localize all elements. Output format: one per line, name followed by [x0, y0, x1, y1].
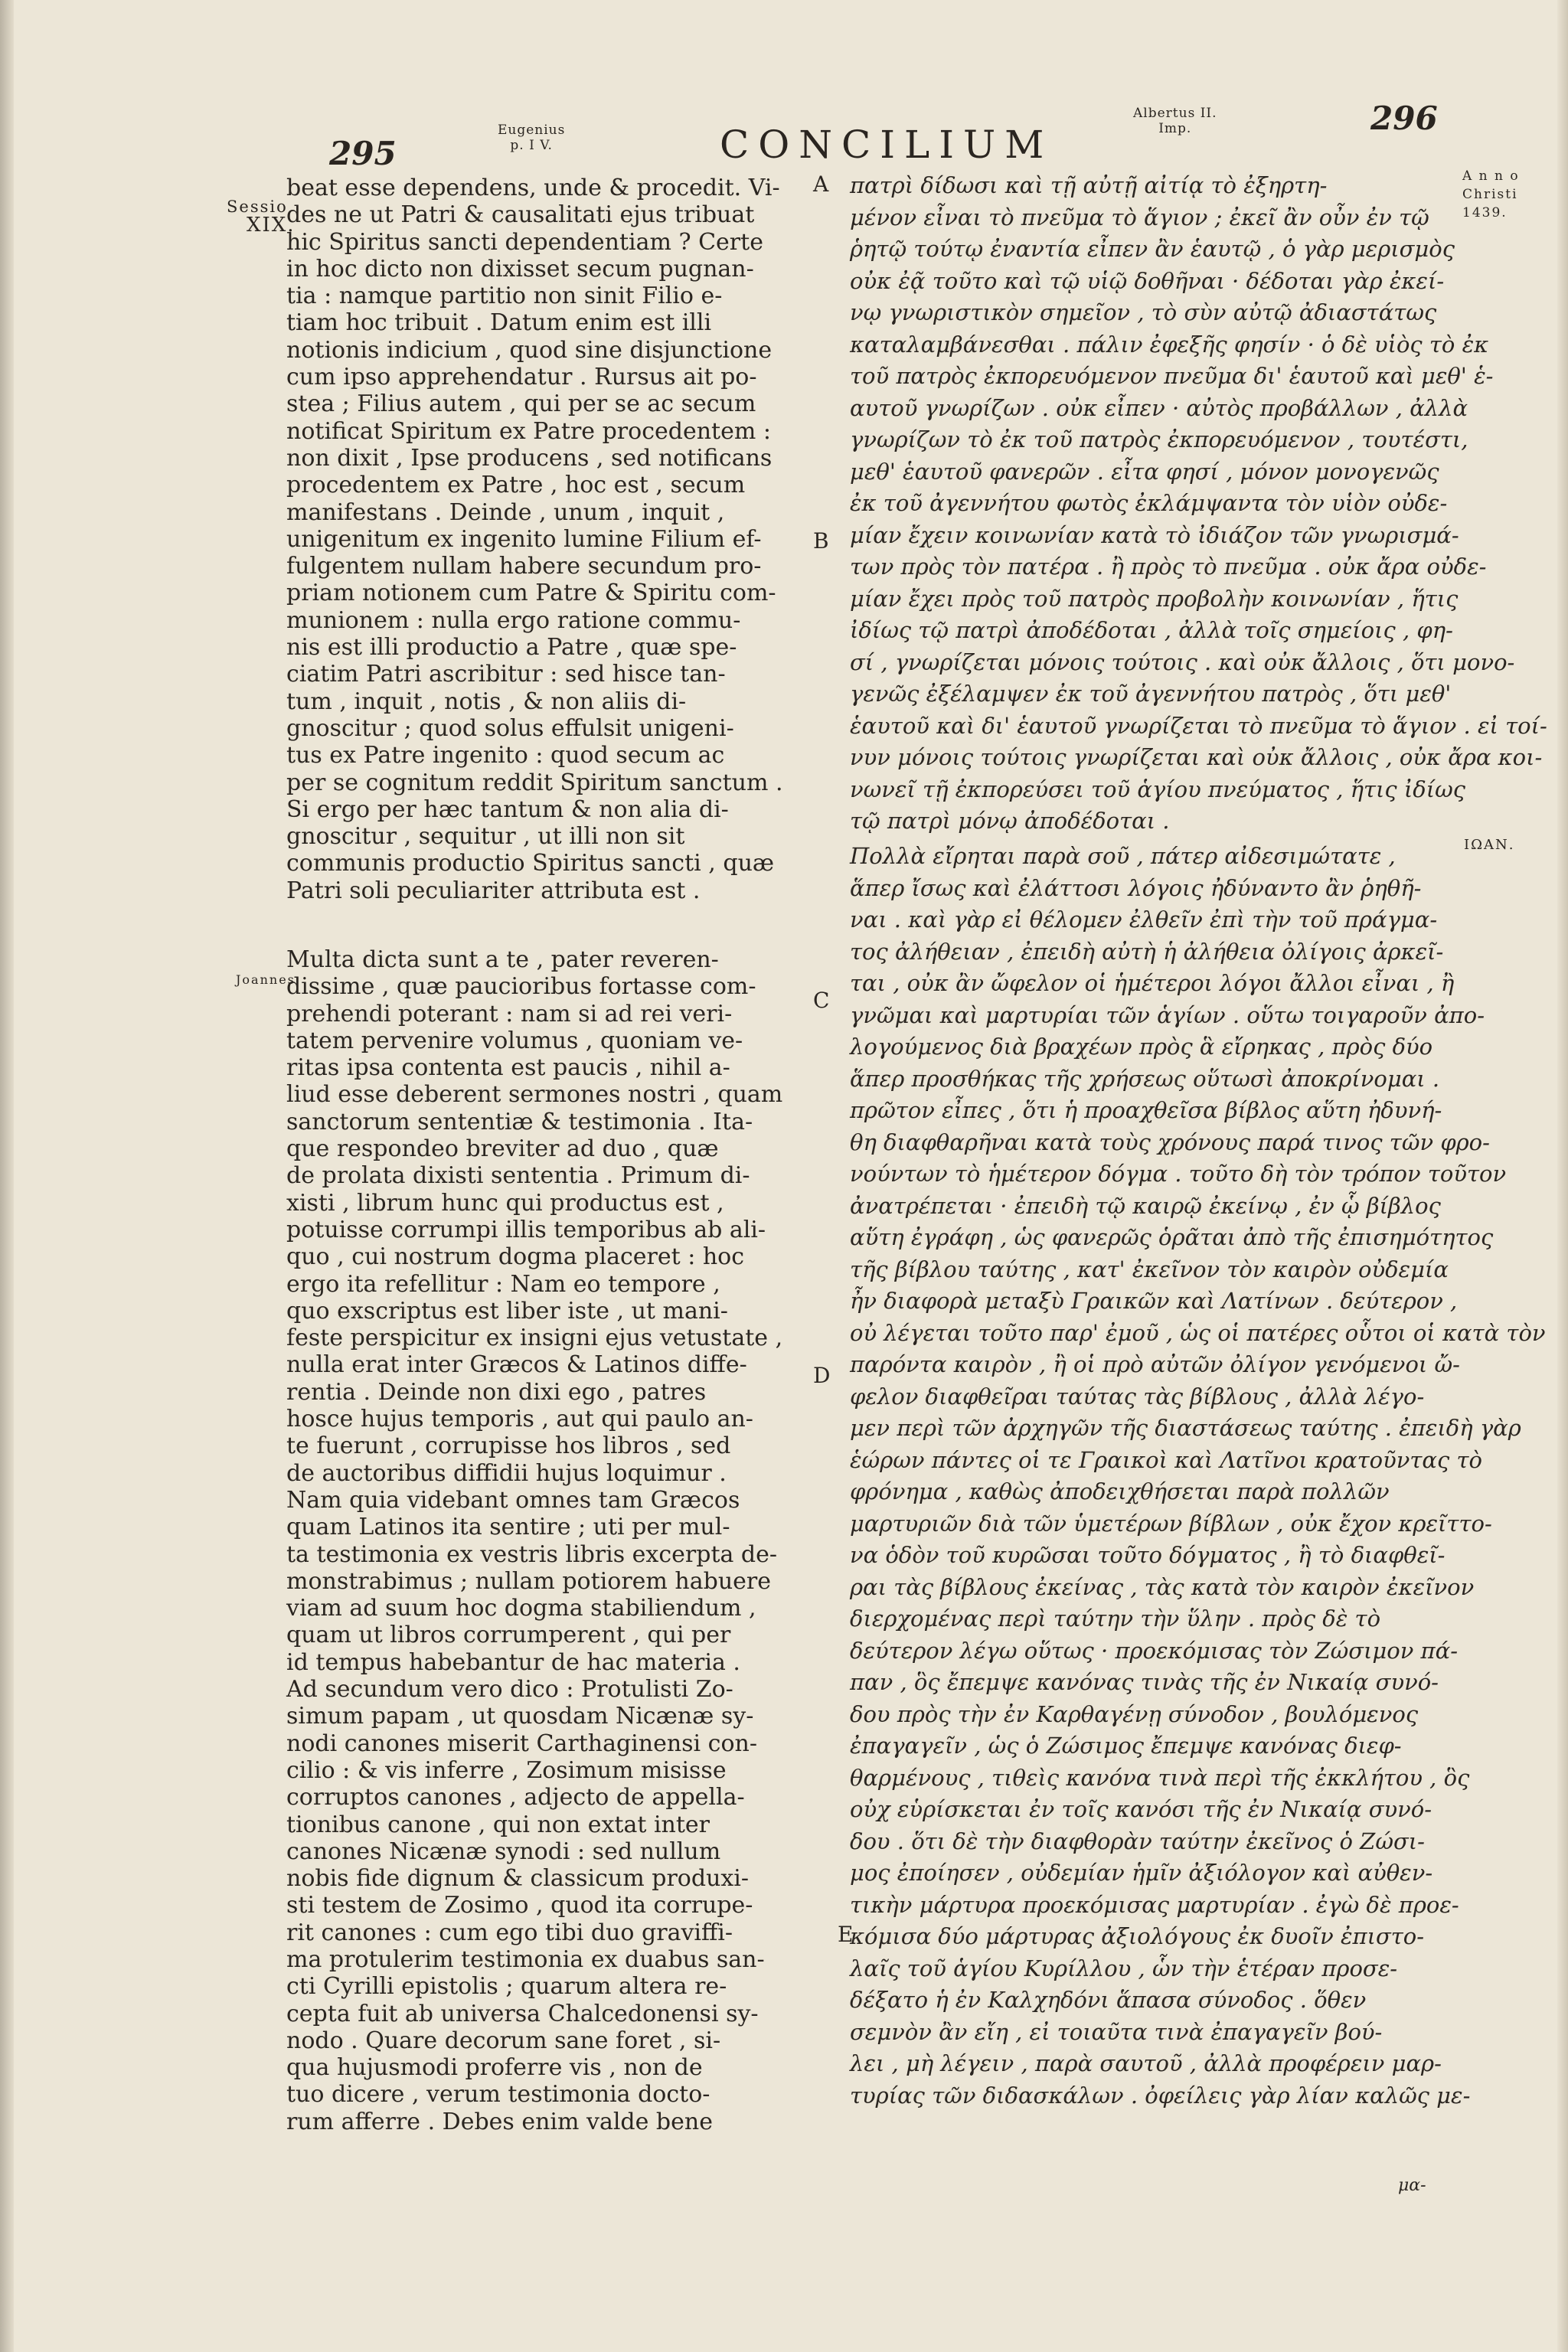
text-line: να ὁδὸν τοῦ κυρῶσαι τοῦτο δόγματος , ἢ τὸ διαφθεῖ-	[850, 1542, 1446, 1568]
text-line: de auctoribus diffidii hujus loquimur .	[286, 1459, 727, 1487]
text-line: quo exscriptus est liber iste , ut mani-	[286, 1297, 728, 1325]
text-line: de prolata dixisti sententia . Primum di-	[286, 1162, 750, 1190]
text-line: τος ἀλήθειαν , ἐπειδὴ αὐτὴ ἡ ἀλήθεια ὀλίγοις ἀρκεῖ-	[850, 938, 1444, 965]
text-line: canones Nicænæ synodi : sed nullum	[286, 1838, 721, 1865]
text-line: non dixit , Ipse producens , sed notificans	[286, 444, 773, 472]
text-line: Multa dicta sunt a te , pater reveren-	[286, 946, 719, 973]
right-page-number: 296	[1370, 100, 1438, 137]
section-letter: D	[813, 1363, 831, 1388]
text-line: ῥητῷ τούτῳ ἐναντία εἶπεν ἂν ἑαυτῷ , ὁ γὰρ μερισμὸς	[850, 236, 1455, 262]
text-line: μεθ' ἑαυτοῦ φανερῶν . εἶτα φησί , μόνον μονογενῶς	[850, 458, 1439, 485]
text-line: σεμνὸν ἂν εἴη , εἰ τοιαῦτα τινὰ ἐπαγαγεῖν βού-	[850, 2018, 1383, 2045]
text-line: ται , οὐκ ἂν ὤφελον οἱ ἡμέτεροι λόγοι ἄλλοι εἶναι , ἢ	[850, 970, 1455, 996]
text-line: potuisse corrumpi illis temporibus ab ali-	[286, 1216, 766, 1243]
text-line: beat esse dependens, unde & procedit. Vi-	[286, 175, 780, 201]
text-line: id tempus habebantur de hac materia .	[286, 1648, 740, 1676]
text-line: τικὴν μάρτυρα προεκόμισας μαρτυρίαν . ἐγὼ δὲ προε-	[850, 1891, 1459, 1918]
text-line: priam notionem cum Patre & Spiritu com-	[286, 580, 776, 607]
text-line: ραι τὰς βίβλους ἐκείνας , τὰς κατὰ τὸν καιρὸν ἐκεῖνον	[850, 1573, 1475, 1600]
text-line: tum , inquit , notis , & non aliis di-	[286, 688, 687, 715]
text-line: tuo dicere , verum testimonia docto-	[286, 2081, 710, 2109]
section-letter: B	[813, 528, 829, 554]
text-line: ἅπερ προσθήκας τῆς χρήσεως οὕτωσὶ ἀποκρίνομαι .	[850, 1065, 1440, 1092]
text-line: tia : namque partitio non sinit Filio e-	[286, 283, 723, 310]
text-line: nodo . Quare decorum sane foret , si-	[286, 2027, 721, 2054]
text-line: ναι . καὶ γὰρ εἰ θέλομεν ἐλθεῖν ἐπὶ τὴν τοῦ πράγμα-	[850, 906, 1438, 933]
text-line: unigenitum ex ingenito lumine Filium ef-	[286, 525, 762, 553]
running-head-line: Albertus II.	[1133, 106, 1217, 121]
text-line: νυν μόνοις τούτοις γνωρίζεται καὶ οὐκ ἄλλοις , οὐκ ἄρα κοι-	[850, 744, 1543, 770]
text-line: φελον διαφθεῖραι ταύτας τὰς βίβλους , ἀλλὰ λέγο-	[850, 1383, 1425, 1410]
text-line: Patri soli peculiariter attributa est .	[286, 877, 701, 904]
text-line: γνωρίζων τὸ ἐκ τοῦ πατρὸς ἐκπορευόμενον , τουτέστι,	[850, 426, 1468, 452]
text-line: te fuerunt , corrupisse hos libros , sed	[286, 1432, 731, 1460]
text-line: ἐπαγαγεῖν , ὡς ὁ Ζώσιμος ἔπεμψε κανόνας διεφ-	[850, 1733, 1402, 1759]
text-line: ergo ita refellitur : Nam eo tempore ,	[286, 1270, 720, 1298]
text-line: τῆς βίβλου ταύτης , κατ' ἐκεῖνον τὸν καιρὸν οὐδεμία	[850, 1256, 1449, 1282]
text-line: ta testimonia ex vestris libris excerpta de-	[286, 1540, 778, 1568]
text-line: tus ex Patre ingenito : quod secum ac	[286, 742, 725, 769]
running-head-line: Imp.	[1158, 121, 1192, 136]
text-line: notificat Spiritum ex Patre procedentem :	[286, 417, 771, 445]
latin-column-top	[286, 175, 822, 904]
text-line: nis est illi productio a Patre , quæ spe-	[286, 634, 737, 662]
text-line: νούντων τὸ ἡμέτερον δόγμα . τοῦτο δὴ τὸν τρόπον τοῦτον	[850, 1161, 1507, 1187]
text-line: tiam hoc tribuit . Datum enim est illi	[286, 309, 712, 337]
speaker-note-greek: ΙΩΑΝ.	[1464, 837, 1515, 853]
text-line: fulgentem nullam habere secundum pro-	[286, 553, 762, 580]
text-line: xisti , librum hunc qui productus est ,	[286, 1189, 724, 1217]
text-line: γενῶς ἐξέλαμψεν ἐκ τοῦ ἀγεννήτου πατρὸς , ὅτι μεθ'	[850, 681, 1452, 707]
text-line: λαῖς τοῦ ἁγίου Κυρίλλου , ὧν τὴν ἑτέραν προσε-	[850, 1955, 1398, 1981]
session-number: XIX.	[247, 214, 296, 237]
section-letter: A	[813, 172, 829, 197]
text-line: πρῶτον εἶπες , ὅτι ἡ προαχθεῖσα βίβλος αὕτη ἠδυνή-	[850, 1097, 1442, 1123]
text-line: ἦν διαφορὰ μεταξὺ Γραικῶν καὶ Λατίνων . δεύτερον ,	[850, 1288, 1458, 1314]
text-line: notionis indicium , quod sine disjunctione	[286, 336, 773, 364]
text-line: αυτοῦ γνωρίζων . οὐκ εἶπεν · αὐτὸς προβάλλων , ἀλλὰ	[850, 394, 1468, 421]
page-gutter-shadow	[0, 0, 14, 2352]
text-line: procedentem ex Patre , hoc est , secum	[286, 472, 746, 499]
running-title: CONCILIUM	[720, 122, 1054, 167]
text-line: sti testem de Zosimo , quod ita corrupe-	[286, 1892, 753, 1919]
text-line: in hoc dicto non dixisset secum pugnan-	[286, 255, 754, 283]
text-line: rum afferre . Debes enim valde bene	[286, 2108, 713, 2135]
text-line: Πολλὰ εἴρηται παρὰ σοῦ , πάτερ αἰδεσιμώτατε ,	[850, 843, 1396, 869]
right-running-head	[1133, 106, 1217, 136]
text-line: φρόνημα , καθὼς ἀποδειχθήσεται παρὰ πολλῶν	[850, 1478, 1390, 1504]
latin-column-bottom	[286, 946, 822, 2135]
text-line: δου πρὸς τὴν ἐν Καρθαγένῃ σύνοδον , βουλόμενος	[850, 1700, 1419, 1727]
text-line: cilio : & vis inferre , Zosimum misisse	[286, 1756, 727, 1784]
text-line: θαρμένους , τιθεὶς κανόνα τινὰ περὶ τῆς ἐκκλήτου , ὃς	[850, 1764, 1470, 1791]
text-line: rit canones : cum ego tibi duo graviffi-	[286, 1919, 733, 1946]
left-running-head	[498, 122, 565, 153]
text-line: οὐχ εὑρίσκεται ἐν τοῖς κανόσι τῆς ἐν Νικαίᾳ συνό-	[850, 1796, 1432, 1822]
text-line: ciatim Patri ascribitur : sed hisce tan-	[286, 661, 726, 688]
text-line: ἑώρων πάντες οἱ τε Γραικοὶ καὶ Λατῖνοι κρατοῦντας τὸ	[850, 1446, 1482, 1473]
text-line: ἑαυτοῦ καὶ δι' ἑαυτοῦ γνωρίζεται τὸ πνεῦμα τὸ ἅγιον . εἰ τοί-	[850, 712, 1547, 739]
session-note	[227, 198, 296, 237]
text-line: hosce hujus temporis , aut qui paulo an-	[286, 1406, 753, 1433]
text-line: tatem pervenire volumus , quoniam ve-	[286, 1027, 743, 1054]
text-line: monstrabimus ; nullam potiorem habuere	[286, 1567, 771, 1595]
text-line: ἀνατρέπεται · ἐπειδὴ τῷ καιρῷ ἐκείνῳ , ἐν ᾧ βίβλος	[850, 1192, 1441, 1219]
text-line: λει , μὴ λέγειν , παρὰ σαυτοῦ , ἀλλὰ προφέρειν μαρ-	[850, 2050, 1442, 2076]
text-line: cti Cyrilli epistolis ; quarum altera re-	[286, 1973, 727, 2001]
text-line: ἰδίως τῷ πατρὶ ἀποδέδοται , ἀλλὰ τοῖς σημείοις , φη-	[850, 617, 1453, 643]
text-line: nulla erat inter Græcos & Latinos diffe-	[286, 1351, 747, 1379]
text-line: simum papam , ut quosdam Nicænæ sy-	[286, 1703, 754, 1730]
text-line: μος ἐποίησεν , οὐδεμίαν ἡμῖν ἀξιόλογον καὶ αὐθεν-	[850, 1860, 1433, 1886]
text-line: αὕτη ἐγράφη , ὡς φανερῶς ὁρᾶται ἀπὸ τῆς ἐπισημότητος	[850, 1224, 1494, 1250]
running-head-line: p. I V.	[510, 138, 553, 153]
text-line: quo , cui nostrum dogma placeret : hoc	[286, 1243, 745, 1271]
text-line: γνῶμαι καὶ μαρτυρίαι τῶν ἁγίων . οὕτω τοιγαροῦν ἀπο-	[850, 1001, 1485, 1028]
text-line: παρόντα καιρὸν , ἢ οἱ πρὸ αὐτῶν ὀλίγον γενόμενοι ὤ-	[850, 1351, 1460, 1377]
running-head-line: Eugenius	[498, 122, 566, 138]
text-line: viam ad suum hoc dogma stabiliendum ,	[286, 1595, 756, 1622]
text-line: rentia . Deinde non dixi ego , patres	[286, 1378, 707, 1406]
text-line: que respondeo breviter ad duo , quæ	[286, 1135, 719, 1163]
text-line: stea ; Filius autem , qui per se ac secum	[286, 390, 756, 418]
text-line: σί , γνωρίζεται μόνοις τούτοις . καὶ οὐκ ἄλλοις , ὅτι μονο-	[850, 648, 1515, 675]
text-line: ἐκ τοῦ ἀγεννήτου φωτὸς ἐκλάμψαντα τὸν υἱὸν οὐδε-	[850, 490, 1448, 516]
text-line: δέξατο ἡ ἐν Καλχηδόνι ἅπασα σύνοδος . ὅθεν	[850, 1987, 1367, 2013]
text-line: οὐ λέγεται τοῦτο παρ' ἐμοῦ , ὡς οἱ πατέρες οὗτοι οἱ κατὰ τὸν	[850, 1319, 1546, 1346]
text-line: feste perspicitur ex insigni ejus vetustate ,	[286, 1325, 783, 1352]
text-line: κόμισα δύο μάρτυρας ἀξιολόγους ἐκ δυοῖν ἐπιστο-	[850, 1923, 1425, 1949]
text-line: prehendi poterant : nam si ad rei veri-	[286, 1000, 733, 1027]
text-line: quam Latinos ita sentire ; uti per mul-	[286, 1514, 730, 1541]
year-label: A n n o	[1462, 168, 1520, 184]
text-line: nodi canones miserit Carthaginensi con-	[286, 1730, 757, 1757]
year-note	[1462, 167, 1520, 222]
text-line: δεύτερον λέγω οὕτως · προεκόμισας τὸν Ζώσιμον πά-	[850, 1637, 1459, 1664]
text-line: καταλαμβάνεσθαι . πάλιν ἐφεξῆς φησίν · ὁ δὲ υἱὸς τὸ ἐκ	[850, 331, 1489, 358]
text-line: λογούμενος διὰ βραχέων πρὸς ἃ εἴρηκας , πρὸς δύο	[850, 1034, 1433, 1060]
text-line: μεν περὶ τῶν ἀρχηγῶν τῆς διαστάσεως ταύτης . ἐπειδὴ γὰρ	[850, 1415, 1521, 1441]
year-number: 1439.	[1462, 205, 1508, 220]
text-line: cepta fuit ab universa Chalcedonensi sy-	[286, 2000, 759, 2027]
text-line: dissime , quæ paucioribus fortasse com-	[286, 973, 756, 1001]
session-label: Sessio	[227, 198, 288, 216]
text-line: διερχομένας περὶ ταύτην τὴν ὕλην . πρὸς δὲ τὸ	[850, 1606, 1381, 1632]
text-line: νωνεῖ τῇ ἐκπορεύσει τοῦ ἁγίου πνεύματος , ἥτις ἰδίως	[850, 776, 1465, 802]
text-line: μίαν ἔχει πρὸς τοῦ πατρὸς προβολὴν κοινωνίαν , ἥτις	[850, 585, 1459, 612]
text-line: τῷ πατρὶ μόνῳ ἀποδέδοται .	[850, 808, 1170, 834]
text-line: τοῦ πατρὸς ἐκπορευόμενον πνεῦμα δι' ἑαυτοῦ καὶ μεθ' ἑ-	[850, 363, 1494, 389]
text-line: communis productio Spiritus sancti , quæ	[286, 850, 775, 877]
text-line: sanctorum sententiæ & testimonia . Ita-	[286, 1108, 753, 1135]
text-line: munionem : nulla ergo ratione commu-	[286, 606, 741, 634]
text-line: ma protulerim testimonia ex duabus san-	[286, 1945, 765, 1973]
text-line: des ne ut Patri & causalitati ejus tribuat	[286, 201, 755, 229]
text-line: corruptos canones , adjecto de appella-	[286, 1784, 745, 1811]
text-line: οὐκ ἐᾷ τοῦτο καὶ τῷ υἱῷ δοθῆναι · δέδοται γὰρ ἐκεί-	[850, 267, 1445, 294]
left-page-number: 295	[329, 135, 397, 172]
section-letter: E	[838, 1922, 854, 1947]
text-line: τυρίας τῶν διδασκάλων . ὀφείλεις γὰρ λίαν καλῶς με-	[850, 2082, 1471, 2109]
text-line: tionibus canone , qui non extat inter	[286, 1811, 710, 1838]
text-line: μαρτυριῶν διὰ τῶν ὑμετέρων βίβλων , οὐκ ἔχον κρεῖττο-	[850, 1510, 1492, 1537]
text-line: μίαν ἔχειν κοινωνίαν κατὰ τὸ ἰδιάζον τῶν γνωρισμά-	[850, 521, 1459, 548]
text-line: νῳ γνωριστικὸν σημεῖον , τὸ σὺν αὐτῷ ἀδιαστάτως	[850, 299, 1437, 325]
text-line: ritas ipsa contenta est paucis , nihil a-	[286, 1054, 730, 1082]
text-line: per se cognitum reddit Spiritum sanctum .	[286, 769, 783, 796]
text-line: quam ut libros corrumperent , qui per	[286, 1622, 731, 1649]
text-line: nobis fide dignum & classicum produxi-	[286, 1865, 750, 1893]
text-line: μένον εἶναι τὸ πνεῦμα τὸ ἅγιον ; ἐκεῖ ἂν οὖν ἐν τῷ	[850, 204, 1429, 230]
text-line: liud esse deberent sermones nostri , quam	[286, 1081, 783, 1109]
text-line: Ad secundum vero dico : Protulisti Zo-	[286, 1676, 733, 1704]
text-line: hic Spiritus sancti dependentiam ? Certe	[286, 228, 763, 256]
text-line: gnoscitur ; quod solus effulsit unigeni-	[286, 714, 734, 742]
text-line: manifestans . Deinde , unum , inquit ,	[286, 498, 725, 526]
page-edge	[1557, 0, 1568, 2352]
text-line: παν , ὃς ἔπεμψε κανόνας τινὰς τῆς ἐν Νικαίᾳ συνό-	[850, 1669, 1439, 1695]
text-line: Nam quia videbant omnes tam Græcos	[286, 1486, 740, 1514]
catchword: μα-	[1398, 2176, 1426, 2195]
text-line: qua hujusmodi proferre vis , non de	[286, 2054, 703, 2082]
speaker-note-latin: Joannes.	[236, 972, 301, 987]
text-line: cum ipso apprehendatur . Rursus ait po-	[286, 364, 757, 391]
text-line: δου . ὅτι δὲ τὴν διαφθορὰν ταύτην ἐκεῖνος ὁ Ζώσι-	[850, 1828, 1425, 1854]
year-label: Christi	[1462, 187, 1518, 202]
text-line: ἅπερ ἴσως καὶ ἐλάττοσι λόγοις ἠδύναντο ἂν ῥηθῆ-	[850, 874, 1422, 901]
section-letter: C	[813, 988, 830, 1013]
text-line: gnoscitur , sequitur , ut illi non sit	[286, 823, 685, 851]
text-line: Si ergo per hæc tantum & non alia di-	[286, 795, 729, 823]
text-line: θη διαφθαρῆναι κατὰ τοὺς χρόνους παρά τινος τῶν φρο-	[850, 1129, 1490, 1155]
text-line: πατρὶ δίδωσι καὶ τῇ αὐτῇ αἰτίᾳ τὸ ἐξηρτη-	[850, 172, 1328, 198]
text-line: των πρὸς τὸν πατέρα . ἢ πρὸς τὸ πνεῦμα . οὐκ ἄρα οὐδε-	[850, 554, 1487, 580]
